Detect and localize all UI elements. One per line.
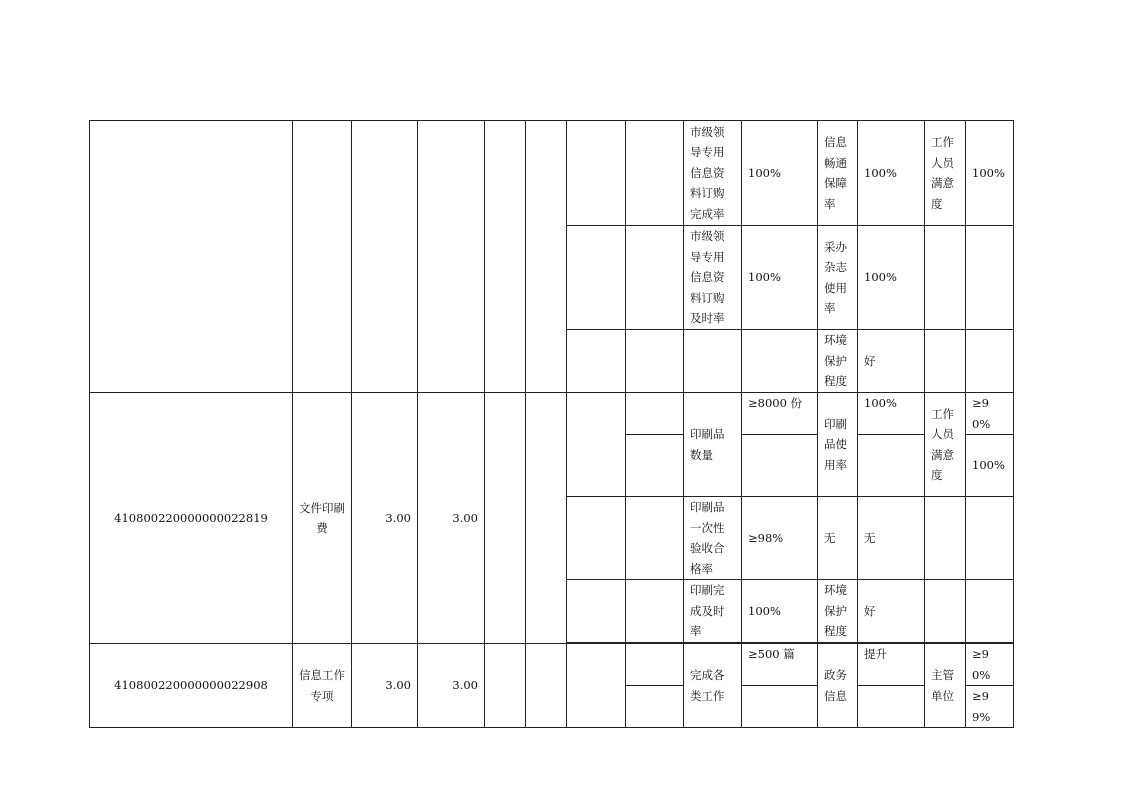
amount-cell [418,121,485,393]
table-row [90,393,1014,435]
effect-indicator: 环境保护程度 [818,580,858,643]
project-code-cell [90,121,293,393]
output-target: 100% [742,121,818,226]
empty-cell [626,121,684,226]
satisfaction-value: ≥99% [966,686,1014,728]
empty-cell [567,497,626,580]
project-name: 文件印刷费 [293,393,352,644]
empty-cell [626,435,684,497]
effect-value: 100% [858,121,925,226]
output-indicator: 完成各类工作 [684,644,742,728]
empty-cell [626,330,684,393]
effect-value: 提升 [858,644,925,686]
empty-cell [858,686,925,728]
project-amount: 3.00 [418,644,485,728]
empty-cell [966,497,1014,580]
performance-table [89,120,1014,728]
satisfaction-value: ≥90% [966,393,1014,435]
project-budget: 3.00 [352,393,418,644]
empty-cell [567,226,626,330]
table-row [90,644,1014,686]
effect-indicator: 政务信息 [818,644,858,728]
effect-value: 无 [858,497,925,580]
empty-cell [526,644,567,728]
empty-cell [526,121,567,393]
effect-indicator: 采办杂志使用率 [818,226,858,330]
effect-indicator: 信息畅通保障率 [818,121,858,226]
effect-value: 100% [858,226,925,330]
empty-cell [966,330,1014,393]
output-indicator: 市级领导专用信息资料订购完成率 [684,121,742,226]
output-indicator: 印刷品一次性验收合格率 [684,497,742,580]
empty-cell [485,644,526,728]
output-target: 100% [742,226,818,330]
satisfaction-value: 100% [966,435,1014,497]
empty-cell [684,330,742,393]
effect-value: 100% [858,393,925,435]
project-budget: 3.00 [352,644,418,728]
output-target: ≥500 篇 [742,644,818,686]
project-name-cell [293,121,352,393]
output-indicator: 市级领导专用信息资料订购及时率 [684,226,742,330]
empty-cell [925,497,966,580]
satisfaction-value: 100% [966,121,1014,226]
project-name: 信息工作专项 [293,644,352,728]
output-target: 100% [742,580,818,643]
empty-cell [526,393,567,644]
empty-cell [925,580,966,643]
budget-cell [352,121,418,393]
empty-cell [626,226,684,330]
empty-cell [742,435,818,497]
project-code: 410800220000000022908 [90,644,293,728]
satisfaction-indicator: 工作人员满意度 [925,121,966,226]
empty-cell [966,580,1014,643]
empty-cell [925,226,966,330]
output-indicator: 印刷完成及时率 [684,580,742,643]
empty-cell [626,580,684,643]
empty-cell [742,330,818,393]
effect-value: 好 [858,330,925,393]
effect-indicator: 无 [818,497,858,580]
project-code: 410800220000000022819 [90,393,293,644]
empty-cell [925,330,966,393]
empty-cell [567,121,626,226]
effect-value: 好 [858,580,925,643]
output-indicator: 印刷品数量 [684,393,742,497]
empty-cell [567,580,626,643]
empty-cell [567,644,626,728]
empty-cell [858,435,925,497]
satisfaction-indicator: 工作人员满意度 [925,393,966,497]
output-target: ≥8000 份 [742,393,818,435]
effect-indicator: 印刷品使用率 [818,393,858,497]
empty-cell [626,393,684,435]
empty-cell [966,226,1014,330]
satisfaction-value: ≥90% [966,644,1014,686]
table-row [90,121,1014,226]
effect-indicator: 环境保护程度 [818,330,858,393]
empty-cell [626,644,684,686]
output-target: ≥98% [742,497,818,580]
satisfaction-indicator: 主管单位 [925,644,966,728]
empty-cell [742,686,818,728]
empty-cell [626,686,684,728]
empty-cell [567,330,626,393]
empty-cell [626,497,684,580]
empty-cell [567,393,626,497]
project-amount: 3.00 [418,393,485,644]
empty-cell [485,393,526,644]
empty-cell [485,121,526,393]
